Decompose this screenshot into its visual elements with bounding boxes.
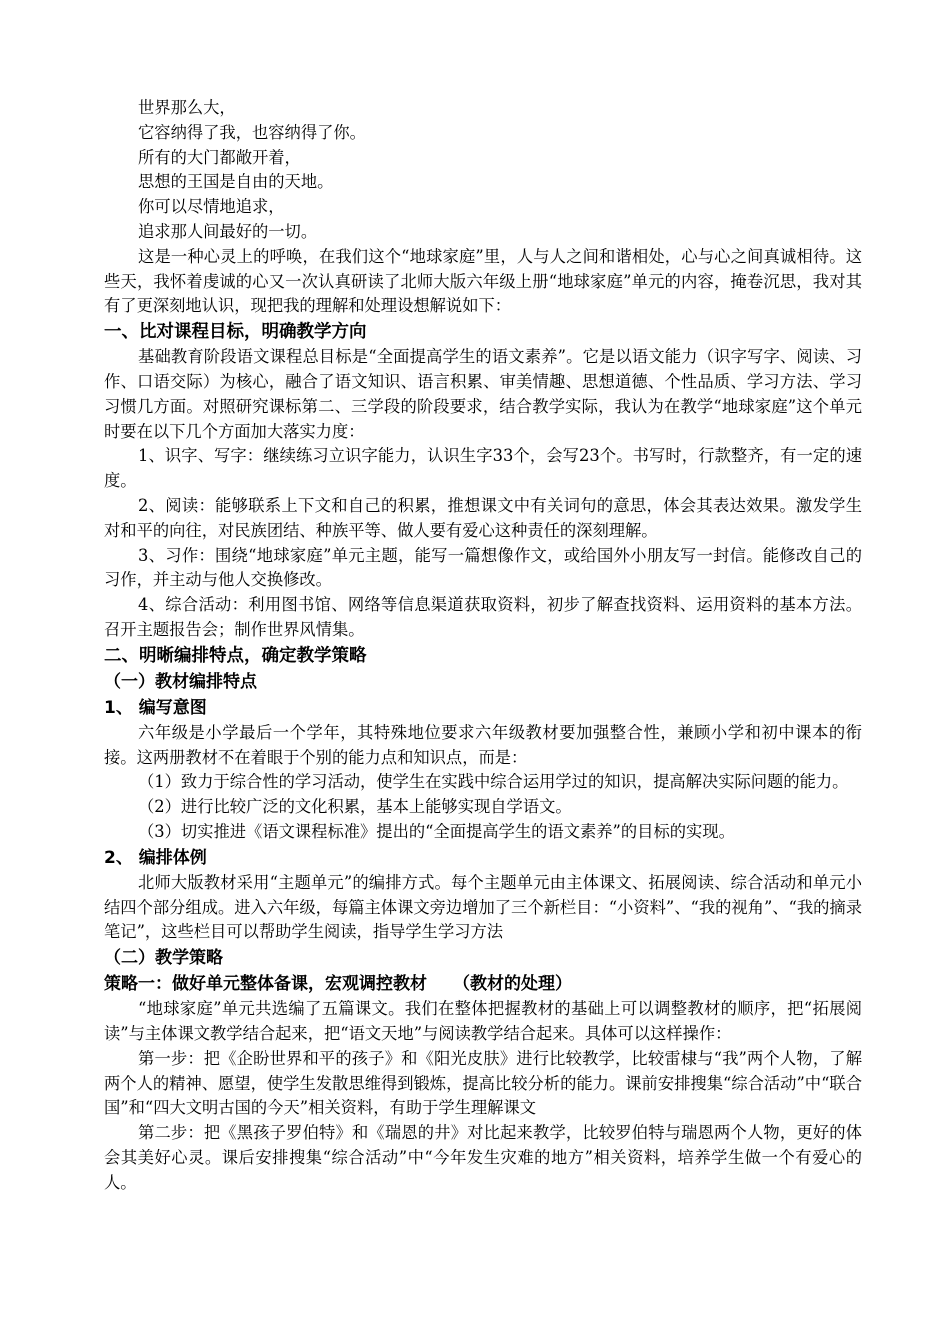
subheading-teaching-strategy: （二）教学策略 <box>104 948 223 969</box>
format-paragraph: 北师大版教材采用“主题单元”的编排方式。每个主题单元由主体课文、拓展阅读、综合活动和单元小结四个部分组成。进入六年级，每篇主体课文旁边增加了三个新栏目：“小资料”、“我的视角”、“我的摘录笔记”，这些栏目可以帮助学生阅读，指导学生学习方法 <box>104 872 862 942</box>
intent-item: （1）致力于综合性的学习活动，使学生在实践中综合运用学过的知识，提高解决实际问题的能力。 <box>138 772 849 792</box>
subheading-textbook-features: （一）教材编排特点 <box>104 671 257 692</box>
poem-line: 它容纳得了我，也容纳得了你。 <box>138 122 366 142</box>
heading-writing-intent: 1、 编写意图 <box>104 697 207 718</box>
intro-paragraph: 这是一种心灵上的呼唤，在我们这个“地球家庭”里，人与人之间和谐相处，心与心之间真诚相待。这些天，我怀着虔诚的心又一次认真研读了北师大版六年级上册“地球家庭”单元的内容，掩卷沉思，我对其有了更深刻地认识，现把我的理解和处理设想解说如下： <box>104 246 862 316</box>
heading-format: 2、 编排体例 <box>104 847 207 868</box>
section1-paragraph: 基础教育阶段语文课程总目标是“全面提高学生的语文素养”。它是以语文能力（识字写字、阅读、习作、口语交际）为核心，融合了语文知识、语言积累、审美情趣、思想道德、个性品质、学习方法、学习习惯几方面。对照研究课标第二、三学段的阶段要求，结合教学实际，我认为在教学“地球家庭”这个单元时要在以下几个方面加大落实力度： <box>104 347 862 441</box>
strategy1-paragraph: “地球家庭”单元共选编了五篇课文。我们在整体把握教材的基础上可以调整教材的顺序，把“拓展阅读”与主体课文教学结合起来，把“语文天地”与阅读教学结合起来。具体可以这样操作： <box>104 999 862 1043</box>
goal-item: 3、习作：围绕“地球家庭”单元主题，能写一篇想像作文，或给国外小朋友写一封信。能修改自己的习作，并主动与他人交换修改。 <box>104 545 862 590</box>
goal-item: 2、阅读：能够联系上下文和自己的积累，推想课文中有关词句的意思，体会其表达效果。激发学生对和平的向往，对民族团结、种族平等、做人要有爱心这种责任的深刻理解。 <box>104 495 862 540</box>
poem-line: 思想的王国是自由的天地。 <box>138 172 334 192</box>
poem-line: 你可以尽情地追求， <box>138 197 285 217</box>
poem-line: 世界那么大， <box>138 98 236 117</box>
intent-paragraph: 六年级是小学最后一个学年，其特殊地位要求六年级教材要加强整合性，兼顾小学和初中课本的衔接。这两册教材不在着眼于个别的能力点和知识点，而是： <box>104 722 862 767</box>
intent-item: （3）切实推进《语文课程标准》提出的“全面提高学生的语文素养”的目标的实现。 <box>138 821 735 841</box>
step1-paragraph: 第一步：把《企盼世界和平的孩子》和《阳光皮肤》进行比较教学，比较雷棣与“我”两个人物，了解两个人的精神、愿望，使学生发散思维得到锻炼，提高比较分析的能力。课前安排搜集“综合活动”中“联合国”和“四大文明古国的今天”相关资料，有助于学生理解课文 <box>104 1048 862 1118</box>
intent-item: （2）进行比较广泛的文化积累，基本上能够实现自学语文。 <box>138 797 572 817</box>
poem-line: 所有的大门都敞开着， <box>138 147 301 167</box>
section2-heading: 二、明晰编排特点，确定教学策略 <box>104 645 367 666</box>
strategy1-heading <box>104 971 862 997</box>
strategy1-note: （教材的处理） <box>453 974 572 995</box>
section1-heading: 一、比对课程目标，明确教学方向 <box>104 322 367 343</box>
goal-item: 1、识字、写字：继续练习立识字能力，认识生字33个，会写23个。书写时，行款整齐，有一定的速度。 <box>104 446 862 491</box>
strategy1-title: 策略一：做好单元整体备课，宏观调控教材 <box>104 974 427 995</box>
goal-item: 4、综合活动：利用图书馆、网络等信息渠道获取资料，初步了解查找资料、运用资料的基本方法。召开主题报告会；制作世界风情集。 <box>104 595 862 639</box>
poem-line: 追求那人间最好的一切。 <box>138 221 318 241</box>
step2-paragraph: 第二步：把《黑孩子罗伯特》和《瑞恩的井》对比起来教学，比较罗伯特与瑞恩两个人物，更好的体会其美好心灵。课后安排搜集“综合活动”中“今年发生灾难的地方”相关资料，培养学生做一个有爱心的人。 <box>104 1123 862 1192</box>
poem <box>104 96 862 245</box>
